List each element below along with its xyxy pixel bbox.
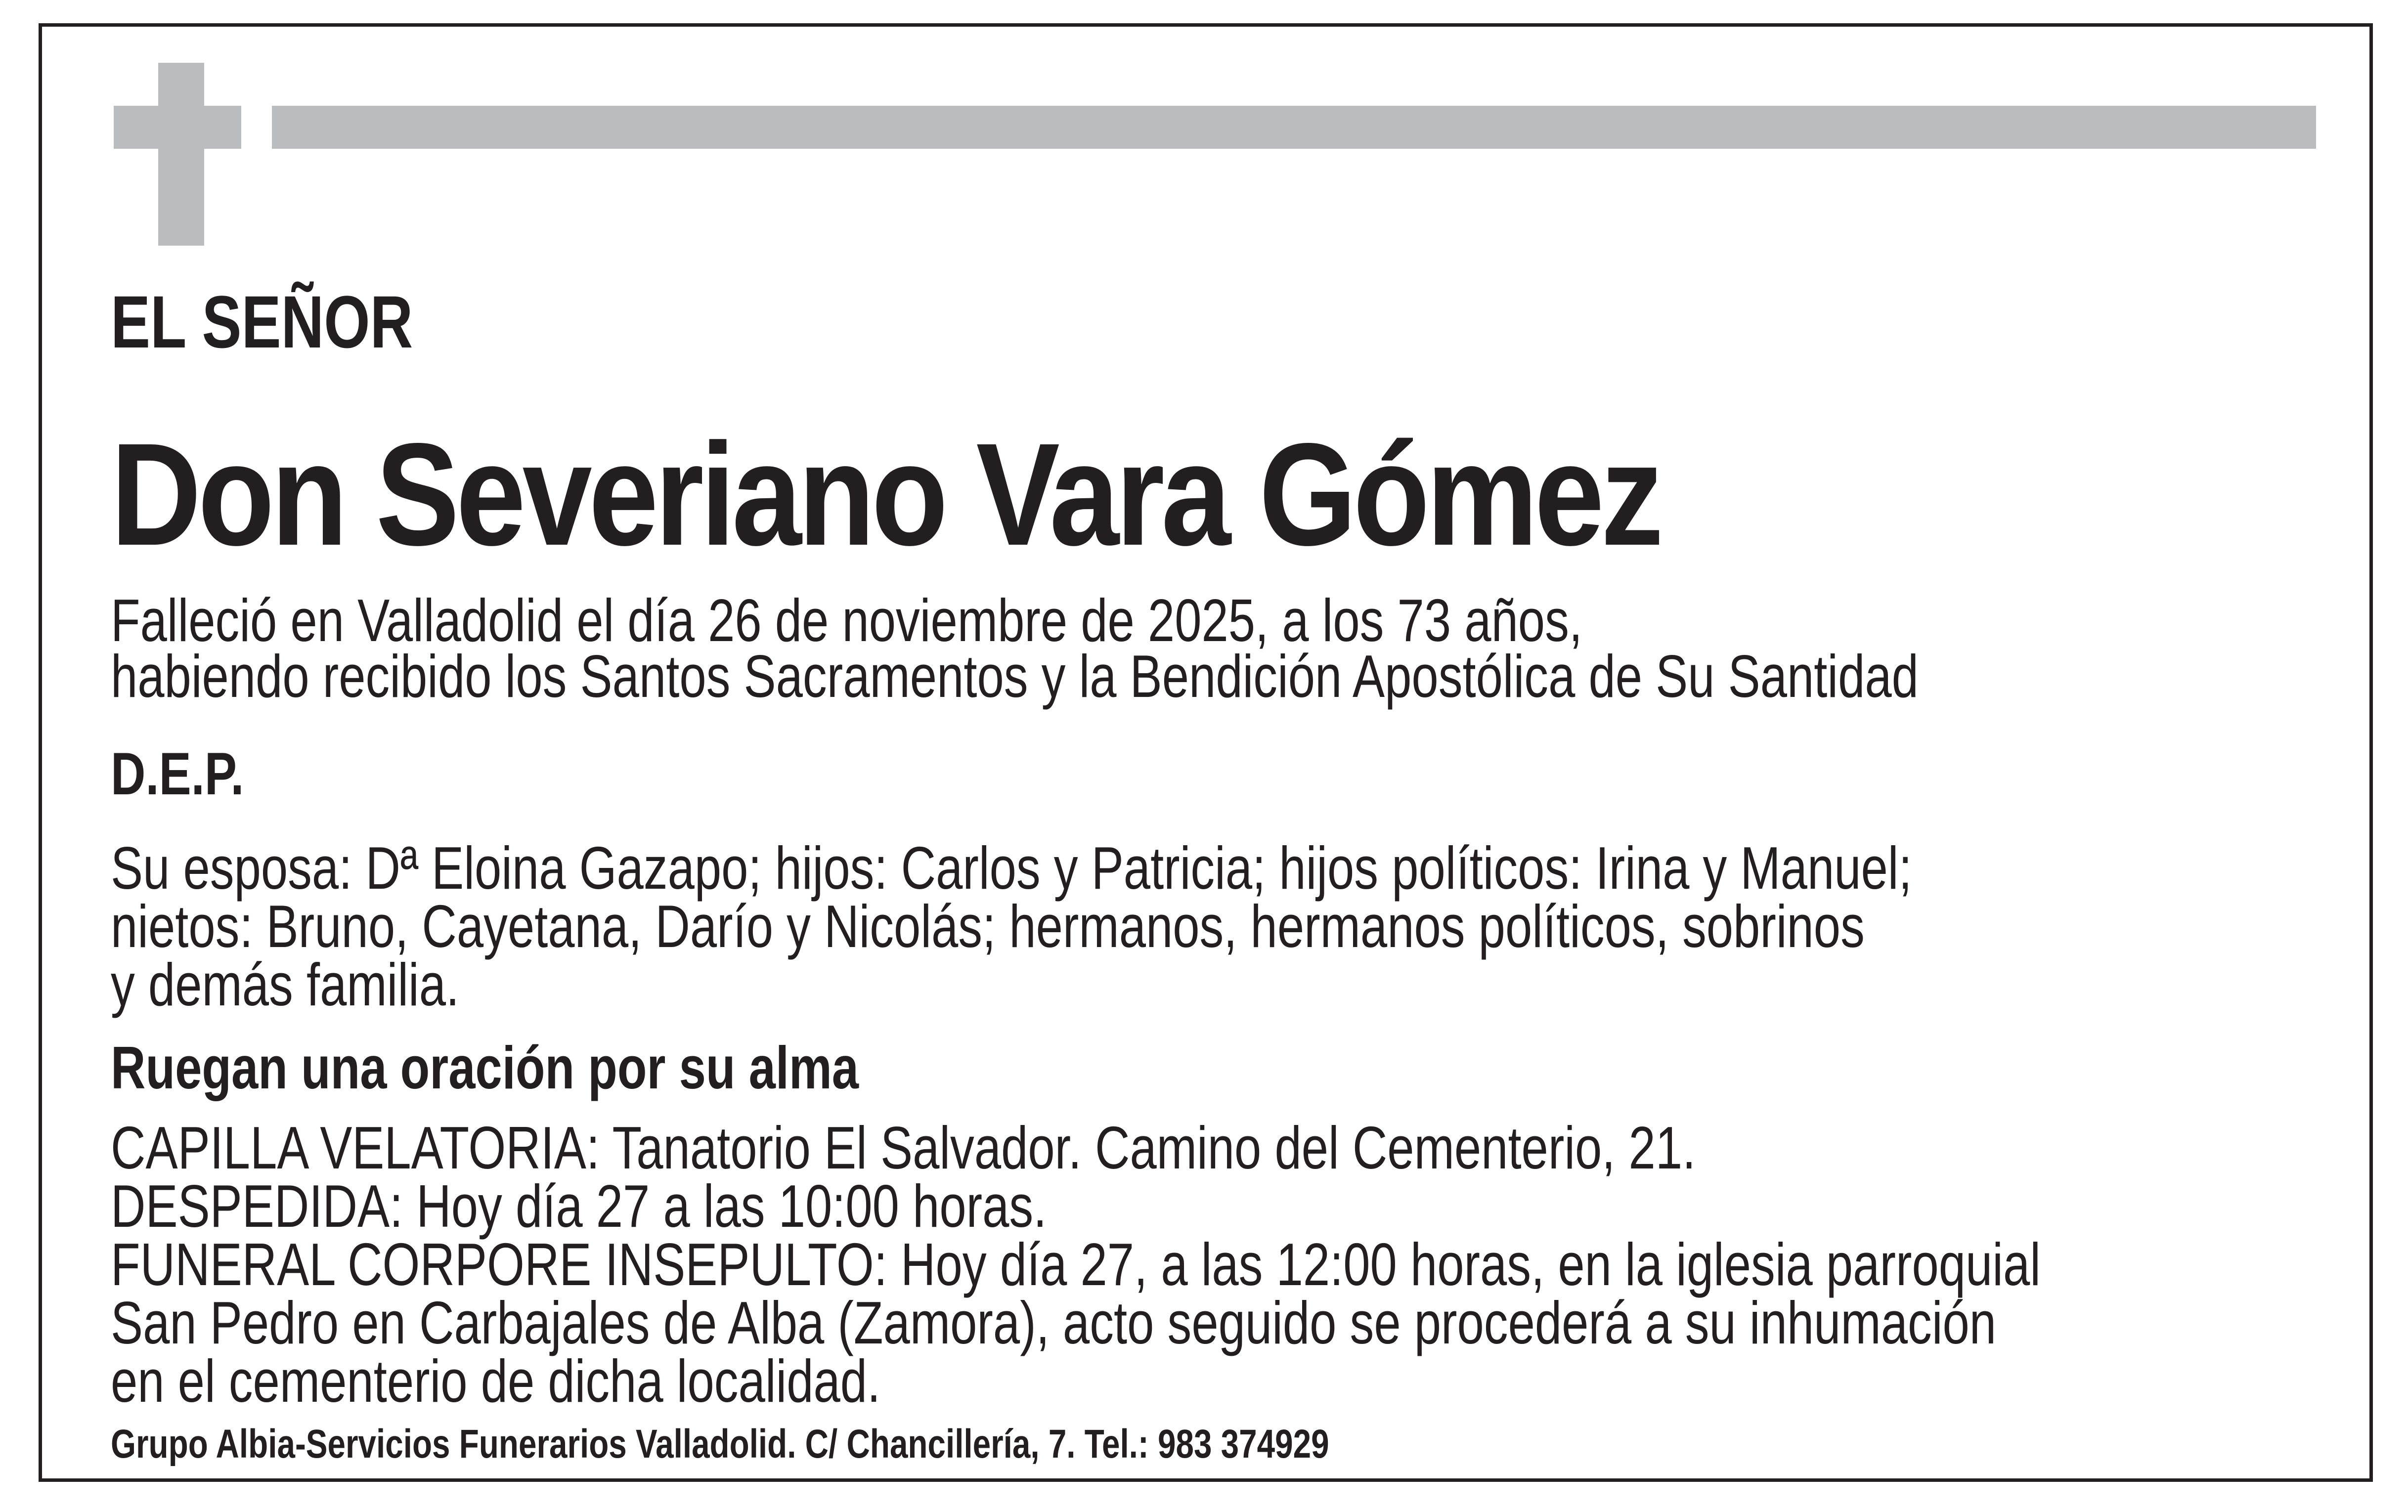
family-line: y demás familia. bbox=[111, 951, 460, 1018]
service-line: FUNERAL CORPORE INSEPULTO: Hoy día 27, a las 12:00 horas, en la iglesia parroquial bbox=[111, 1231, 2041, 1298]
service-line: en el cementerio de dicha localidad. bbox=[111, 1347, 881, 1415]
family-line: nietos: Bruno, Cayetana, Darío y Nicolás; hermanos, hermanos políticos, sobrinos bbox=[111, 893, 1865, 960]
cross-horizontal-beam bbox=[114, 106, 241, 149]
death-line: Falleció en Valladolid el día 26 de noviembre de 2025, a los 73 años, bbox=[111, 587, 1582, 654]
cross-vertical-beam bbox=[158, 63, 204, 246]
death-line: habiendo recibido los Santos Sacramentos y la Bendición Apostólica de Su Santidad bbox=[111, 643, 1919, 710]
family-line: Su esposa: Dª Eloina Gazapo; hijos: Carlos y Patricia; hijos políticos: Irina y Manuel; bbox=[111, 834, 1912, 902]
service-line: San Pedro en Carbajales de Alba (Zamora), acto seguido se procederá a su inhumación bbox=[111, 1289, 1997, 1356]
rip-label: D.E.P. bbox=[111, 740, 244, 807]
service-line: DESPEDIDA: Hoy día 27 a las 10:00 horas. bbox=[111, 1172, 1047, 1240]
title-label: EL SEÑOR bbox=[111, 280, 413, 363]
deceased-name: Don Severiano Vara Gómez bbox=[111, 413, 1661, 576]
prayer-label: Ruegan una oración por su alma bbox=[111, 1034, 859, 1101]
service-line: CAPILLA VELATORIA: Tanatorio El Salvador. Camino del Cementerio, 21. bbox=[111, 1114, 1696, 1181]
horizontal-rule bbox=[272, 106, 2316, 149]
funeral-home-footer: Grupo Albia-Servicios Funerarios Valladolid. C/ Chancillería, 7. Tel.: 983 374929 bbox=[111, 1422, 1329, 1467]
